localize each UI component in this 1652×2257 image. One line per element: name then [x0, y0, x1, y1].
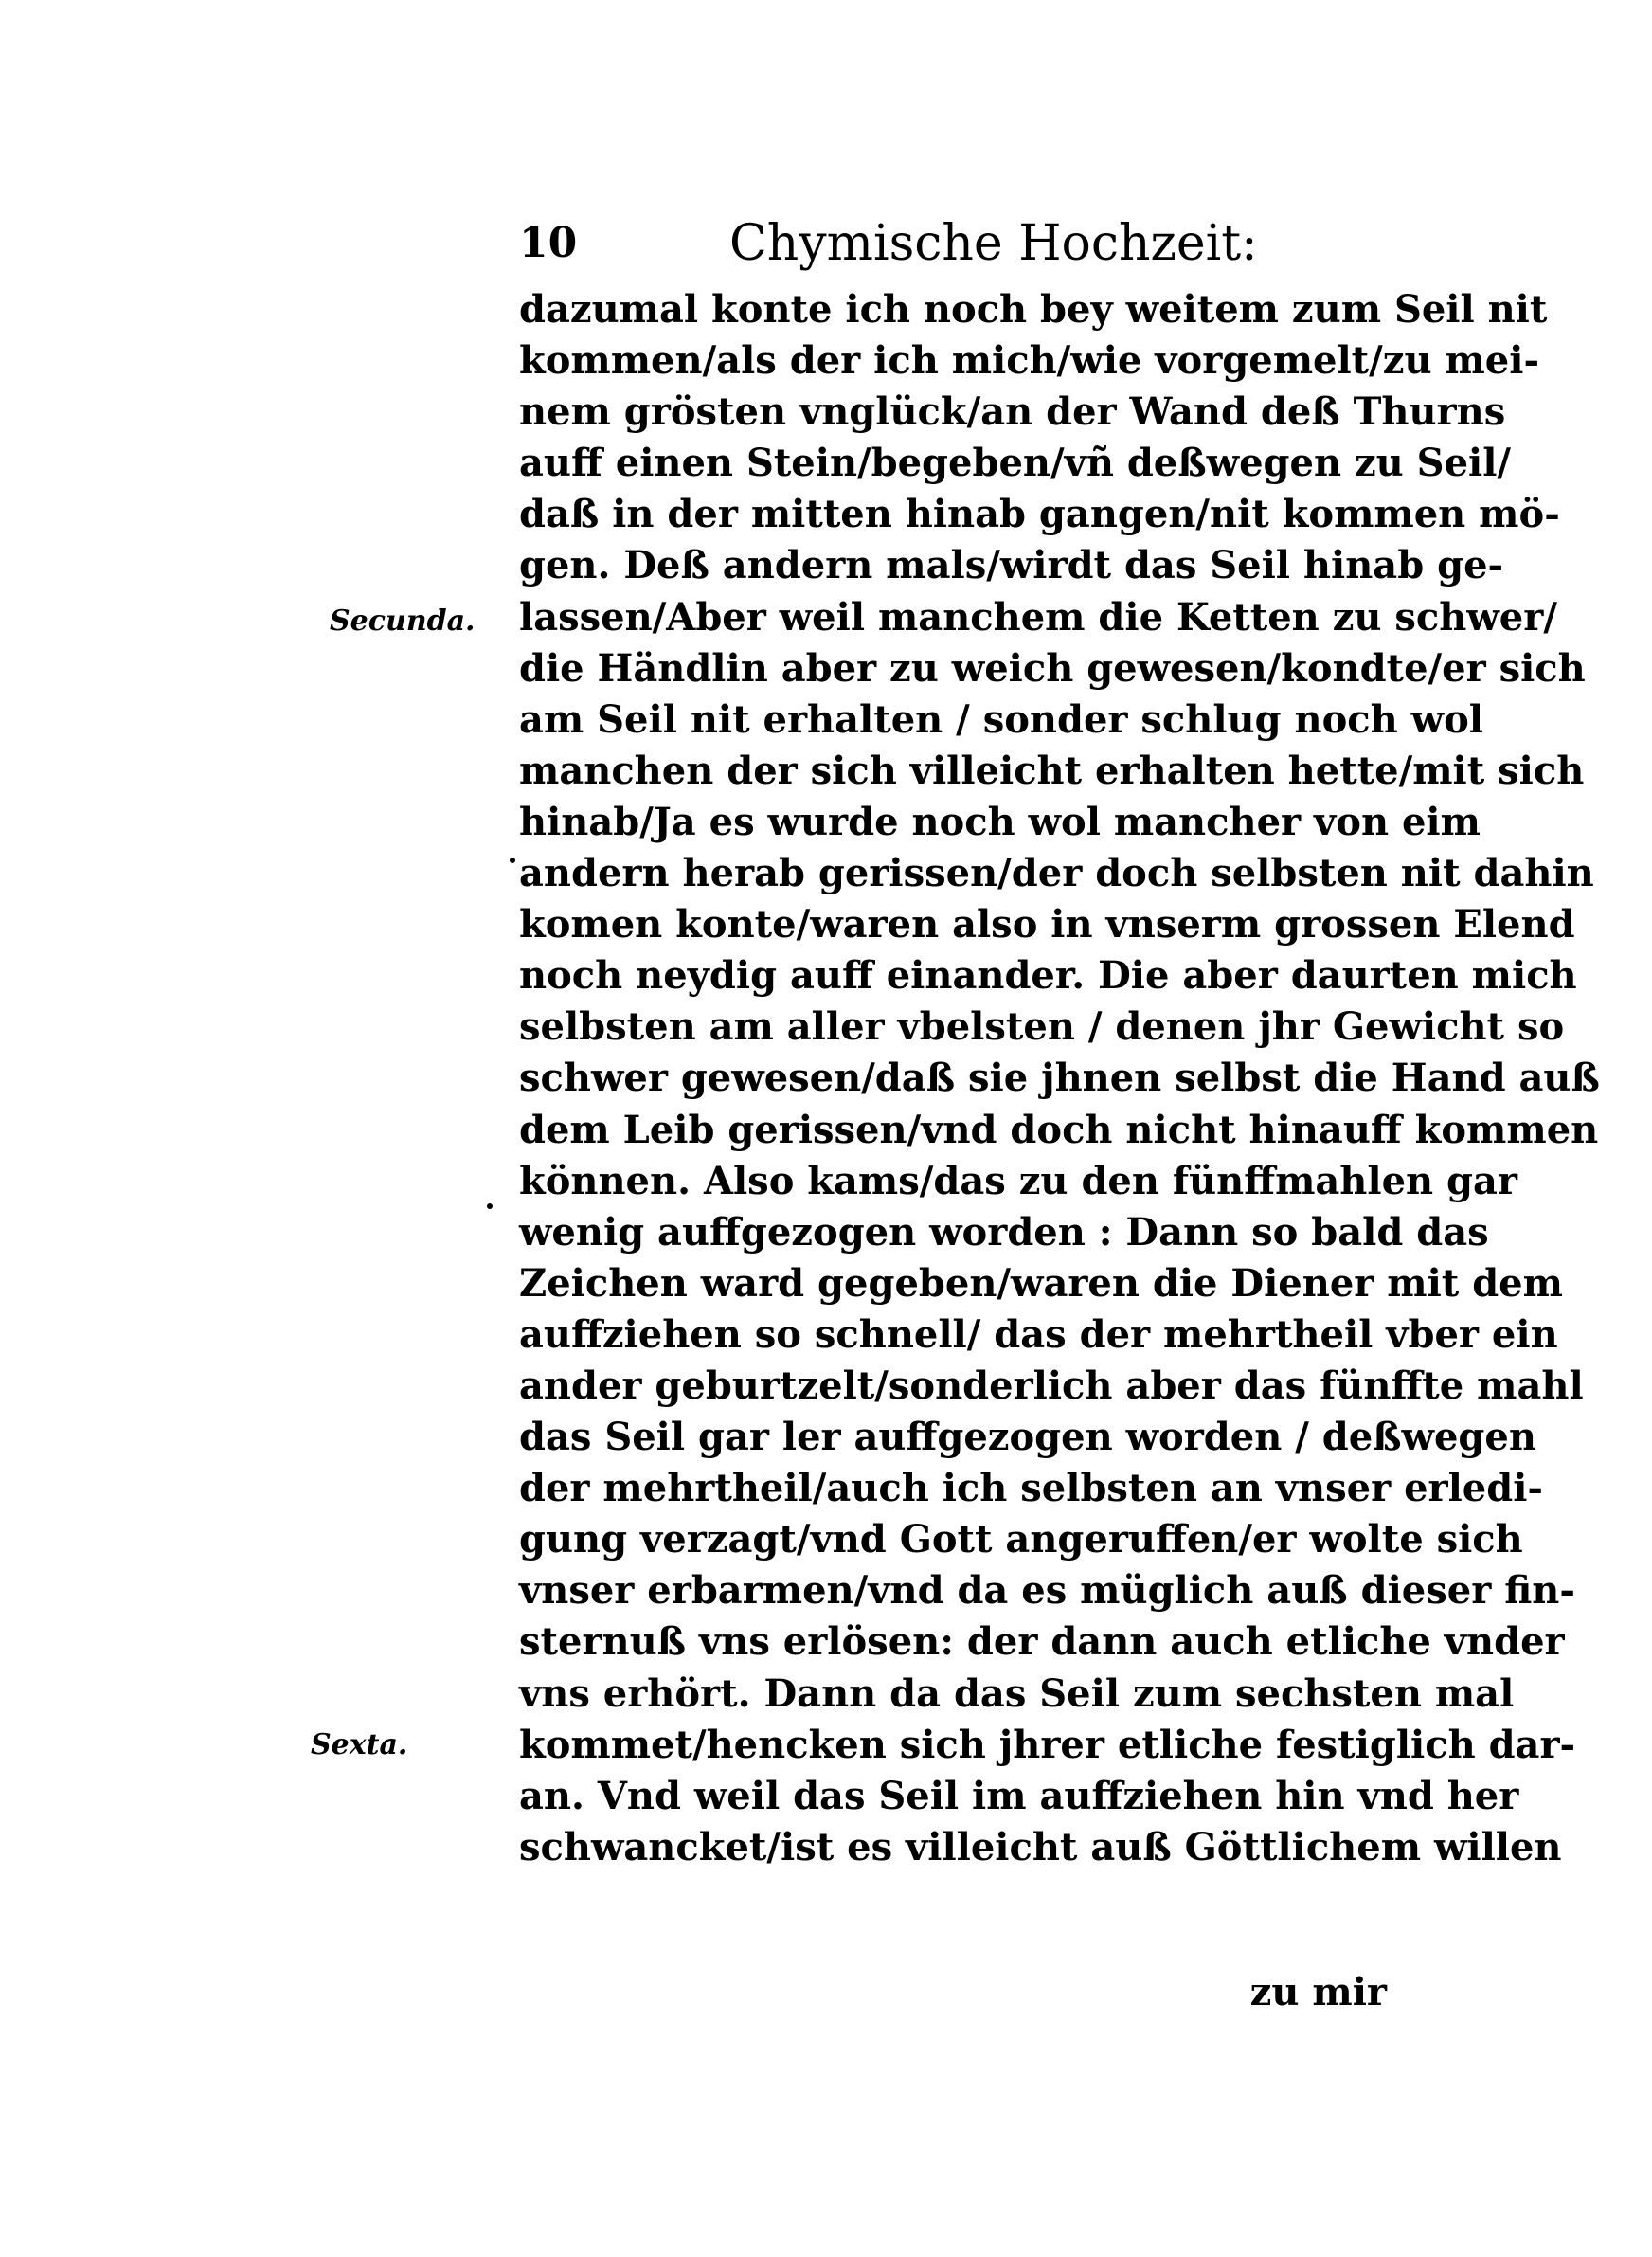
catchword: zu mir: [1249, 1970, 1387, 2014]
text-line: selbsten am aller vbelsten / denen jhr Gewicht so: [519, 1004, 1565, 1050]
text-line: noch neydig auff einander. Die aber daurten mich: [519, 953, 1577, 999]
text-line: andern herab gerissen/der doch selbsten nit dahin: [519, 851, 1594, 896]
text-line: hinab/Ja es wurde noch wol mancher von eim: [519, 799, 1481, 844]
running-head: Chymische Hochzeit:: [729, 215, 1258, 272]
text-line: das Seil gar ler auffgezogen worden / deßwegen: [519, 1415, 1536, 1460]
text-line: an. Vnd weil das Seil im auffziehen hin vnd her: [519, 1773, 1519, 1818]
ink-speck: [510, 858, 515, 863]
text-line: gen. Deß andern mals/wirdt das Seil hinab ge-: [519, 543, 1504, 588]
page-header: [519, 210, 1258, 277]
text-line: ander geburtzelt/sonderlich aber das fünffte mahl: [519, 1363, 1584, 1408]
text-line: schwancket/ist es villeicht auß Göttlichem willen: [519, 1824, 1562, 1869]
text-line: können. Also kams/das zu den fünffmahlen gar: [519, 1158, 1518, 1203]
text-line: schwer gewesen/daß sie jhnen selbst die Hand auß: [519, 1056, 1600, 1101]
text-line: am Seil nit erhalten / sonder schlug noch wol: [519, 696, 1483, 742]
text-line: vnser erbarmen/vnd da es müglich auß dieser fin-: [519, 1568, 1575, 1614]
text-line: vns erhört. Dann da das Seil zum sechsten mal: [519, 1670, 1515, 1716]
marginal-note-sexta: Sexta.: [311, 1728, 408, 1761]
text-line: daß in der mitten hinab gangen/nit kommen mö-: [519, 492, 1560, 537]
text-line: sternuß vns erlösen: der dann auch etliche vnder: [519, 1619, 1565, 1665]
text-line: auff einen Stein/begeben/vñ deßwegen zu Seil/: [519, 441, 1512, 486]
text-line: gung verzagt/vnd Gott angeruffen/er wolte sich: [519, 1517, 1523, 1562]
text-line: kommet/hencken sich jhrer etliche festiglich dar-: [519, 1722, 1576, 1767]
text-line: wenig auffgezogen worden : Dann so bald das: [519, 1209, 1489, 1255]
text-line: Zeichen ward gegeben/waren die Diener mit dem: [519, 1260, 1563, 1306]
text-line: die Händlin aber zu weich gewesen/kondte/er sich: [519, 645, 1586, 691]
text-line: lassen/Aber weil manchem die Ketten zu schwer/: [519, 594, 1557, 640]
text-line: der mehrtheil/auch ich selbsten an vnser erledi-: [519, 1466, 1544, 1511]
body-text: [519, 284, 1600, 1873]
text-line: dem Leib gerissen/vnd doch nicht hinauff kommen: [519, 1107, 1599, 1152]
text-line: nem grösten vnglück/an der Wand deß Thurns: [519, 389, 1506, 435]
text-line: komen konte/waren also in vnserm grossen Elend: [519, 902, 1575, 948]
text-line: dazumal konte ich noch bey weitem zum Seil nit: [519, 287, 1548, 332]
ink-speck: [487, 1203, 493, 1209]
text-line: manchen der sich villeicht erhalten hette/mit sich: [519, 748, 1585, 793]
marginal-note-secunda: Secunda.: [330, 605, 476, 638]
page-number: 10: [519, 219, 578, 267]
text-line: kommen/als der ich mich/wie vorgemelt/zu mei-: [519, 338, 1540, 384]
text-line: auffziehen so schnell/ das der mehrtheil vber ein: [519, 1311, 1558, 1357]
